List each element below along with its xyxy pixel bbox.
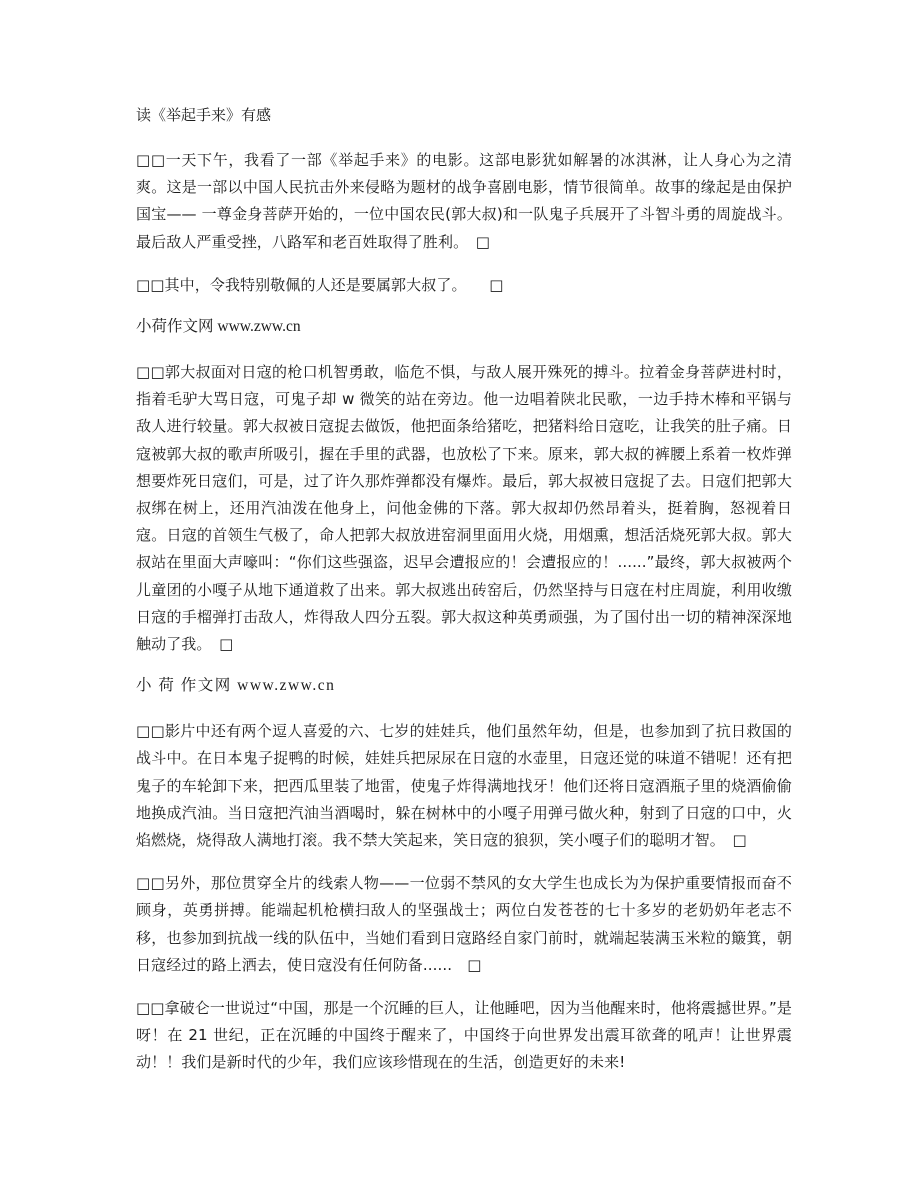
paragraph-other-characters: □□另外，那位贯穿全片的线索人物——一位弱不禁风的女大学生也成长为为保护重要情报而奋不顾身，英勇拼搏。能端起机枪横扫敌人的坚强战士；两位白发苍苍的七十多岁的老奶奶年老志不移，也参加到抗战一线的队伍中，当她们看到日寇路经自家门前时，就端起装满玉米粒的簸箕，朝日寇经过的路上洒去，使日寇没有任何防备...... □ [136,874,792,974]
paragraph-admiration: □□其中，令我特别敬佩的人还是要属郭大叔了。 □ [136,275,504,294]
paragraph-guo-dashu: □□郭大叔面对日寇的枪口机智勇敢，临危不惧，与敌人展开殊死的搏斗。拉着金身菩萨进村时，指着毛驴大骂日寇，可鬼子却 w 微笑的站在旁边。他一边唱着陕北民歌，一边手持木棒和平锅与敌人进行较量。郭大叔被日寇捉去做饭，他把面条给猪吃，把猪料给日寇吃，让我笑的肚子痛。日寇被郭大叔的歌声所吸引，握在手里的武器，也放松了下来。原来，郭大叔的裤腰上系着一枚炸弹想要炸死日寇们，可是，过了许久那炸弹都没有爆炸。最后，郭大叔被日寇捉了去。日寇们把郭大叔绑在树上，还用汽油泼在他身上，问他金佛的下落。郭大叔却仍然昂着头，挺着胸，怒视着日寇。日寇的首领生气极了，命人把郭大叔放进窑洞里面用火烧，用烟熏，想活活烧死郭大叔。郭大叔站在里面大声嚎叫：“你们这些强盗，迟早会遭报应的！会遭报应的！......”最终，郭大叔被两个儿童团的小嘎子从地下通道救了出来。郭大叔逃出砖窑后，仍然坚持与日寇在村庄周旋，利用收缴日寇的手榴弹打击敌人，炸得敌人四分五裂。郭大叔这种英勇顽强，为了国付出一切的精神深深地触动了我。 □ [136,363,792,654]
paragraph-conclusion: □□拿破仑一世说过“中国，那是一个沉睡的巨人，让他睡吧，因为当他醒来时，他将震撼世界。”是呀！在 21 世纪，正在沉睡的中国终于醒来了，中国终于向世界发出震耳欲聋的吼声！让世界震动！！我们是新时代的少年，我们应该珍惜现在的生活，创造更好的未来! [136,999,792,1072]
document-title: 读《举起手来》有感 [136,106,272,124]
paragraph-intro: □□一天下午，我看了一部《举起手来》的电影。这部电影犹如解暑的冰淇淋，让人身心为之清爽。这是一部以中国人民抗击外来侵略为题材的战争喜剧电影，情节很简单。故事的缘起是由保护国宝—— 一尊金身菩萨开始的，一位中国农民(郭大叔)和一队鬼子兵展开了斗智斗勇的周旋战斗。最后敌人严重受挫，八路军和老百姓取得了胜利。 □ [136,151,792,251]
source-line: 小 荷 作文网 www.zww.cn [136,677,336,695]
source-line: 小荷作文网 www.zww.cn [136,318,301,336]
paragraph-child-soldiers: □□影片中还有两个逗人喜爱的六、七岁的娃娃兵，他们虽然年幼，但是，也参加到了抗日救国的战斗中。在日本鬼子捉鸭的时候，娃娃兵把尿尿在日寇的水壶里，日寇还觉的味道不错呢！还有把鬼子的车轮卸下来，把西瓜里装了地雷，使鬼子炸得满地找牙！他们还将日寇酒瓶子里的烧酒偷偷地换成汽油。当日寇把汽油当酒喝时，躲在树林中的小嘎子用弹弓做火种，射到了日寇的口中，火焰燃烧，烧得敌人满地打滚。我不禁大笑起来，笑日寇的狼狈，笑小嘎子们的聪明才智。 □ [136,722,792,850]
